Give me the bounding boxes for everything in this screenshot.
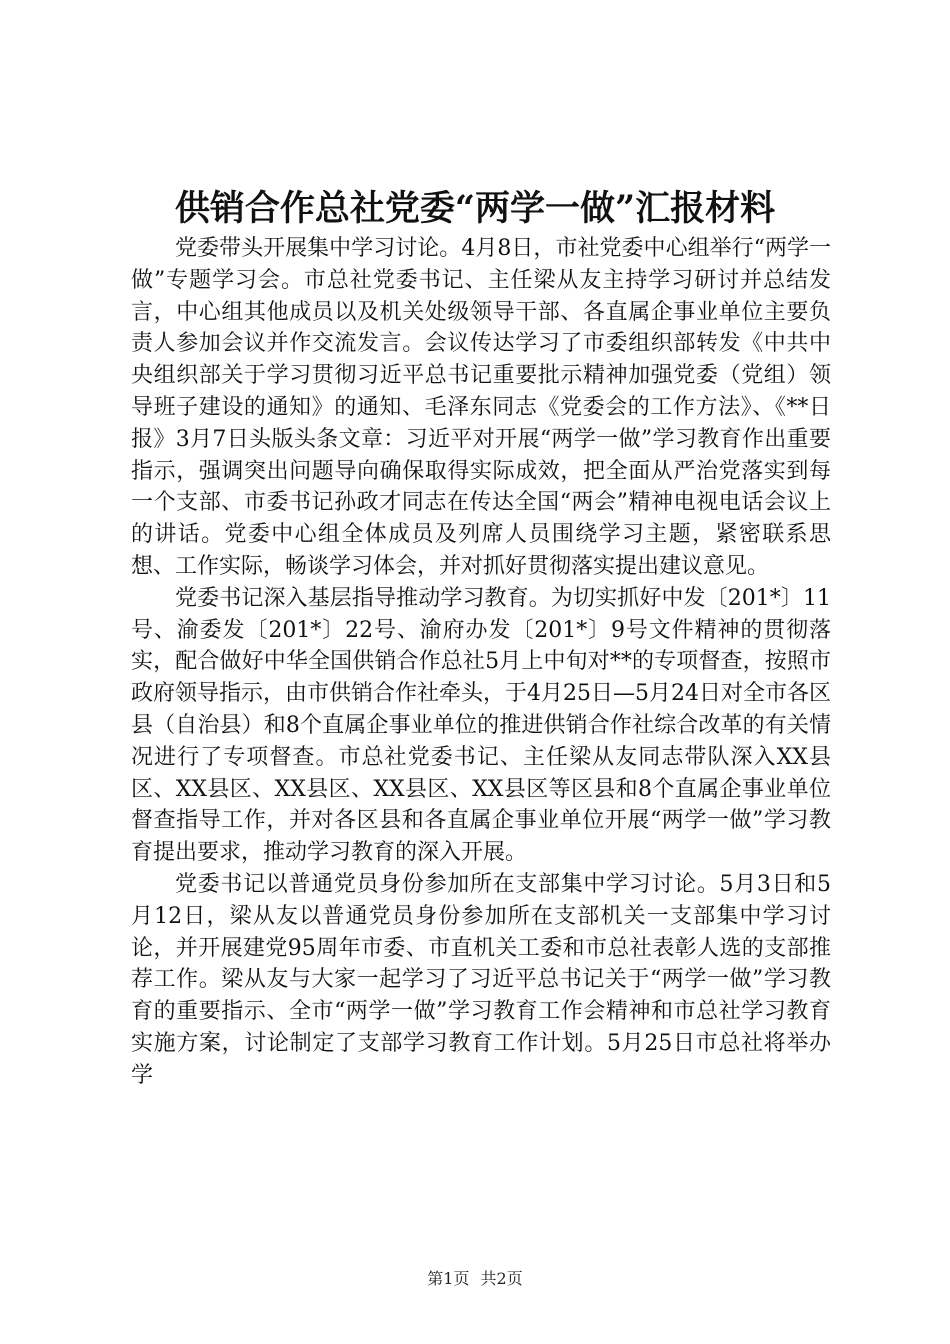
document-body [131,233,831,1092]
paragraph-3: 党委书记以普通党员身份参加所在支部集中学习讨论。5月3日和5月12日，梁从友以普通党员身份参加所在支部机关一支部集中学习讨论，并开展建党95周年市委、市直机关工委和市总社表彰人选的支部推荐工作。梁从友与大家一起学习了习近平总书记关于“两学一做”学习教育的重要指示、全市“两学一做”学习教育工作会精神和市总社学习教育实施方案，讨论制定了支部学习教育工作计划。5月25日市总社将举办学 [131,871,831,1088]
document-title: 供销合作总社党委“两学一做”汇报材料 [174,188,776,229]
page-number: 第1页 [427,1269,470,1288]
paragraph-1: 党委带头开展集中学习讨论。4月8日，市社党委中心组举行“两学一做”专题学习会。市总社党委书记、主任梁从友主持学习研讨并总结发言，中心组其他成员以及机关处级领导干部、各直属企事业单位主要负责人参加会议并作交流发言。会议传达学习了市委组织部转发《中共中央组织部关于学习贯彻习近平总书记重要批示精神加强党委（党组）领导班子建设的通知》的通知、毛泽东同志《党委会的工作方法》、《**日报》3月7日头版头条文章：习近平对开展“两学一做”学习教育作出重要指示，强调突出问题导向确保取得实际成效，把全面从严治党落实到每一个支部、市委书记孙政才同志在传达全国“两会”精神电视电话会议上的讲话。党委中心组全体成员及列席人员围绕学习主题，紧密联系思想、工作实际，畅谈学习体会，并对抓好贯彻落实提出建议意见。 [131,236,831,579]
paragraph-2: 党委书记深入基层指导推动学习教育。为切实抓好中发〔201*〕11号、渝委发〔201*〕22号、渝府办发〔201*〕9号文件精神的贯彻落实，配合做好中华全国供销合作总社5月上中旬对**的专项督查，按照市政府领导指示，由市供销合作社牵头，于4月25日—5月24日对全市各区县（自治县）和8个直属企事业单位的推进供销合作社综合改革的有关情况进行了专项督查。市总社党委书记、主任梁从友同志带队深入XX县区、XX县区、XX县区、XX县区、XX县区等区县和8个直属企事业单位督查指导工作，并对各区县和各直属企事业单位开展“两学一做”学习教育提出要求，推动学习教育的深入开展。 [131,585,831,866]
page-total: 共2页 [480,1269,523,1288]
page-footer [0,1268,950,1290]
